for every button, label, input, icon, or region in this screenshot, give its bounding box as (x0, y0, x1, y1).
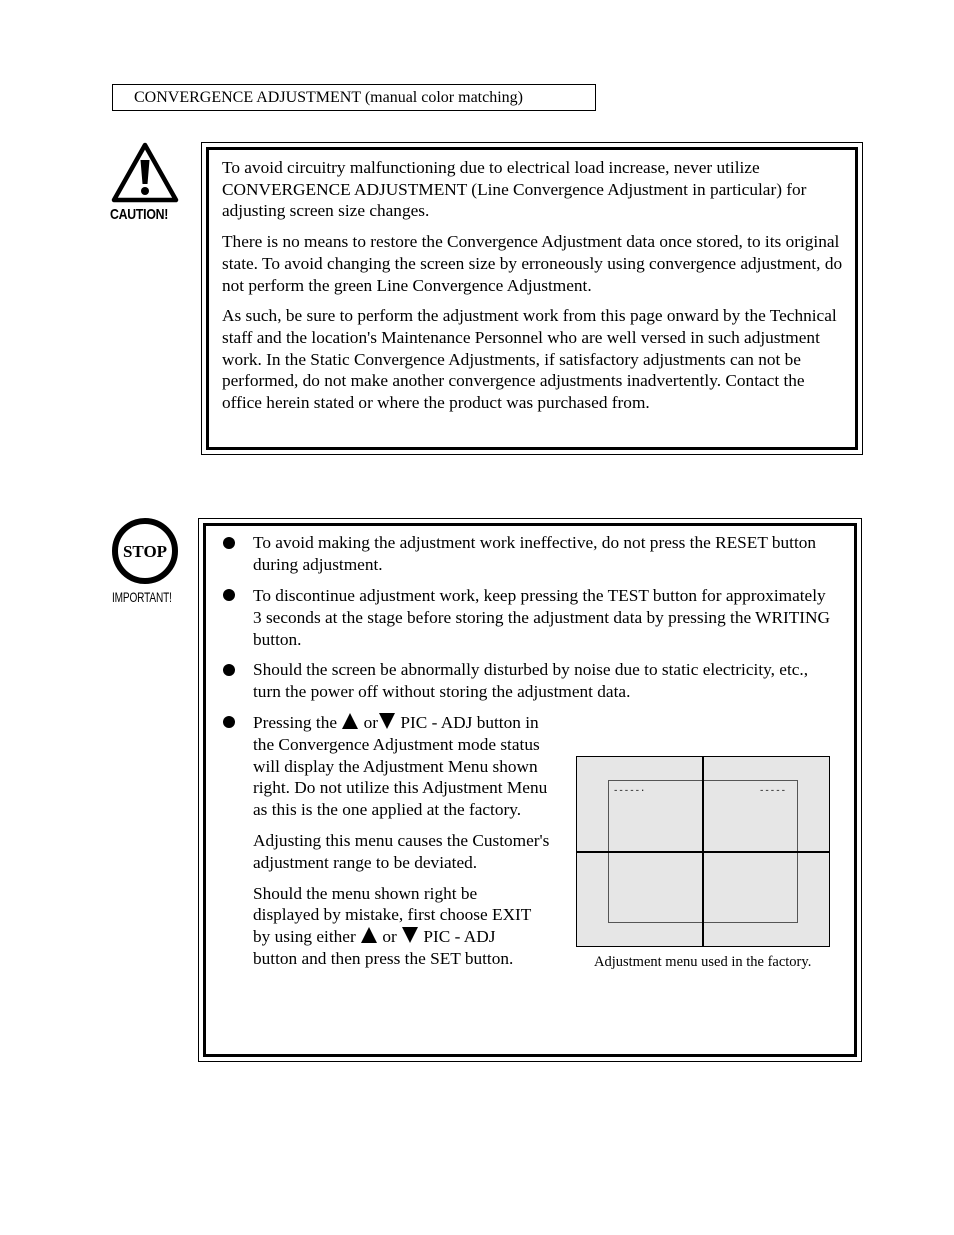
adjustment-menu-image (576, 756, 830, 947)
up-triangle-icon (360, 926, 378, 944)
bullet-dot (223, 537, 235, 549)
section-title: CONVERGENCE ADJUSTMENT (manual color matching) (112, 84, 596, 111)
bullet4-text-rest: in the Convergence Adjustment mode status will display the Adjustment Menu shown right. Do not utilize this Adjustment Menu as this is the one applied at the factory. (253, 713, 548, 820)
stop-icon-text: STOP (122, 542, 168, 561)
bullet-dot (223, 716, 235, 728)
bullet4-p3-c: PIC - ADJ button and then press the SET button. (253, 927, 514, 968)
up-triangle-icon (341, 712, 359, 730)
important-label: IMPORTANT! (112, 589, 172, 605)
bullet-dot (223, 664, 235, 676)
bullet4-paragraph-3 (253, 883, 543, 970)
bullet-dot (223, 589, 235, 601)
bullet4-text-a: Pressing the (253, 713, 342, 732)
caution-paragraph-2: There is no means to restore the Convergence Adjustment data once stored, to its original state. To avoid changing the screen size by erroneously using convergence adjustment, do not perform the green Line Convergence Adjustment. (222, 232, 843, 295)
menu-caption: Adjustment menu used in the factory. (594, 954, 812, 970)
bullet-text-4 (253, 712, 553, 970)
bullet4-paragraph-1 (253, 712, 553, 821)
bullet4-p3-b: or (378, 927, 402, 947)
bullet-text-3: Should the screen be abnormally disturbed by noise due to static electricity, etc., turn the power off without storing the adjustment data. (253, 660, 809, 701)
menu-dash-right: ----- (759, 786, 787, 796)
down-triangle-icon (401, 926, 419, 944)
down-triangle-icon (378, 712, 396, 730)
menu-dash-left: -----· (613, 786, 646, 796)
caution-paragraph-3: As such, be sure to perform the adjustment work from this page onward by the Technical staff and the location's Maintenance Personnel who are well versed in such adjustment work. In the Static Convergence Adjustments, if satisfactory adjustments can not be performed, do not make another convergence adjustments inadvertently. Contact the office herein stated or where the product was purchased from. (222, 306, 837, 413)
bullet-text-1: To avoid making the adjustment work ineffective, do not press the RESET button during adjustment. (253, 533, 817, 574)
caution-label: CAUTION! (110, 206, 169, 223)
caution-paragraph-1: To avoid circuitry malfunctioning due to electrical load increase, never utilize CONVERGENCE ADJUSTMENT (Line Convergence Adjustment in particular) for adjusting screen size changes. (222, 158, 807, 221)
stop-icon (111, 517, 179, 585)
caution-text (222, 157, 846, 423)
bullet4-p3-a: Should the menu shown right be displayed by mistake, first choose EXIT by using either (253, 883, 532, 947)
bullet4-text-c: PIC - ADJ button (396, 713, 521, 732)
bullet4-paragraph-2: Adjusting this menu causes the Customer's adjustment range to be deviated. (253, 830, 550, 872)
bullet4-text-b: or (359, 713, 379, 732)
bullet-text-2: To discontinue adjustment work, keep pressing the TEST button for approximately 3 seconds at the stage before storing the adjustment data by pressing the WRITING button. (253, 586, 831, 649)
menu-horizontal-divider (577, 851, 829, 853)
